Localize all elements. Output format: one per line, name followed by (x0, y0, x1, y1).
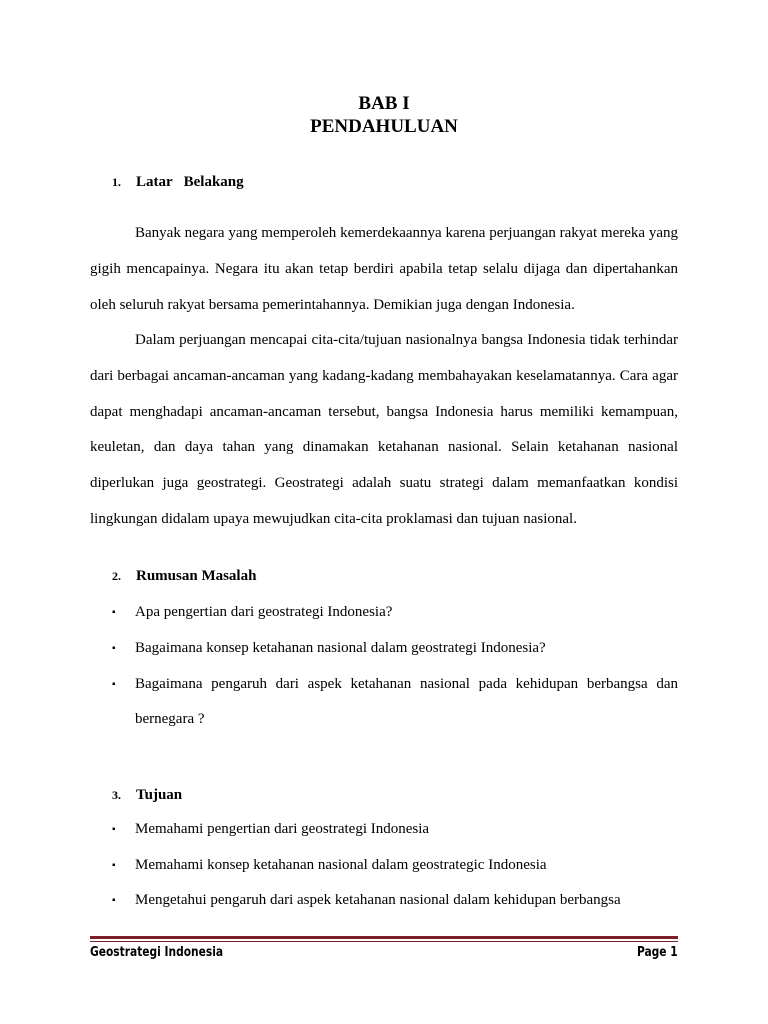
list-item (112, 667, 678, 739)
section-number: 1. (112, 175, 121, 189)
list-item (112, 631, 678, 667)
list-item-text: Apa pengertian dari geostrategi Indonesia? (135, 604, 393, 620)
bullet-icon: ▪ (112, 642, 116, 654)
bullet-icon: ▪ (112, 824, 116, 835)
bullet-icon: ▪ (112, 859, 116, 871)
footer-rule-thin (90, 941, 678, 942)
bullet-icon: ▪ (112, 678, 116, 690)
section-heading-text: Tujuan (136, 787, 183, 803)
list-item (112, 883, 678, 919)
list-item-text: Memahami konsep ketahanan nasional dalam geostrategic Indonesia (135, 856, 547, 873)
section-number: 2. (112, 569, 121, 583)
paragraph: Banyak negara yang memperoleh kemerdekaannya karena perjuangan rakyat mereka yang gigih mencapainya. Negara itu akan tetap berdiri apabila tetap selalu dijaga dan dipertahankan oleh seluruh rakyat bersama pemerintahannya. Demikian juga dengan Indonesia. (90, 225, 678, 313)
section-heading-text: Rumusan Masalah (136, 568, 257, 584)
list-item-text: Bagaimana pengaruh dari aspek ketahanan nasional pada kehidupan berbangsa dan bernegara ? (135, 675, 678, 728)
list-item-text: Mengetahui pengaruh dari aspek ketahanan nasional dalam kehidupan berbangsa (135, 892, 621, 908)
list-item (112, 812, 678, 848)
section-heading-tujuan (112, 786, 182, 804)
list-item-text: Memahami pengertian dari geostrategi Indonesia (135, 821, 430, 837)
section-heading-latar-belakang (112, 173, 244, 191)
chapter-number: BAB I (358, 93, 410, 114)
section-number: 3. (112, 788, 121, 802)
footer-document-title: Geostrategi Indonesia (90, 945, 224, 960)
question-list (112, 595, 678, 738)
paragraph: Dalam perjuangan mencapai cita-cita/tujuan nasionalnya bangsa Indonesia tidak terhindar dari berbagai ancaman-ancaman yang kadang-kadang membahayakan keselamatannya. Cara agar dapat menghadapi ancaman-ancaman tersebut, bangsa Indonesia harus memiliki kemampuan, keuletan, dan daya tahan yang dinamakan ketahanan nasional. Selain ketahanan nasional diperlukan juga geostrategi. Geostrategi adalah suatu strategi dalam memanfaatkan kondisi lingkungan didalam upaya mewujudkan cita-cita proklamasi dan tujuan nasional. (90, 332, 678, 527)
list-item-text: Bagaimana konsep ketahanan nasional dalam geostrategi Indonesia? (135, 639, 546, 656)
section-heading-rumusan-masalah (112, 567, 256, 585)
list-item (112, 595, 678, 631)
section-heading-text: Latar Belakang (136, 174, 244, 190)
footer-page-number: Page 1 (637, 945, 678, 960)
footer-rule-thick (90, 936, 678, 939)
bullet-icon: ▪ (112, 607, 116, 618)
bullet-icon: ▪ (112, 895, 116, 906)
chapter-title: PENDAHULUAN (310, 116, 458, 137)
goal-list (112, 812, 678, 919)
list-item (112, 848, 678, 884)
